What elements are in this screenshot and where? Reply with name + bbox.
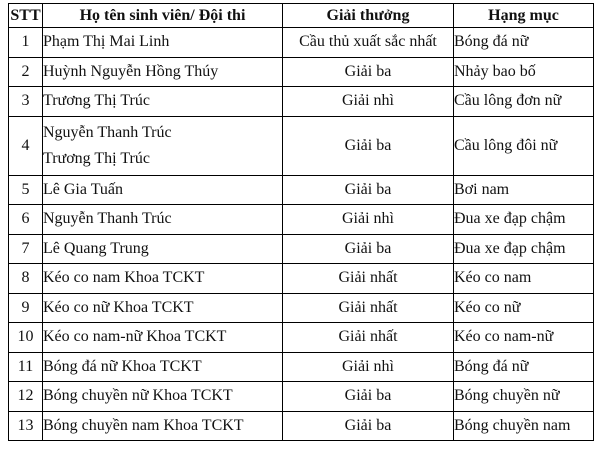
cell-category: Đua xe đạp chậm bbox=[454, 234, 594, 264]
name-line: Trương Thị Trúc bbox=[43, 92, 150, 110]
table-head bbox=[9, 4, 594, 28]
name-line: Nguyễn Thanh Trúc bbox=[43, 210, 172, 228]
cell-stt: 11 bbox=[9, 352, 43, 382]
cell-stt: 9 bbox=[9, 293, 43, 323]
cell-name bbox=[43, 352, 283, 382]
table-body bbox=[9, 28, 594, 441]
table-row bbox=[9, 28, 594, 58]
cell-stt: 6 bbox=[9, 205, 43, 235]
cell-prize: Giải nhất bbox=[283, 264, 454, 294]
table-row bbox=[9, 175, 594, 205]
table-row bbox=[9, 57, 594, 87]
cell-stt: 5 bbox=[9, 175, 43, 205]
cell-stt: 12 bbox=[9, 382, 43, 412]
name-line: Kéo co nam Khoa TCKT bbox=[43, 269, 205, 287]
cell-name bbox=[43, 323, 283, 353]
name-line: Lê Quang Trung bbox=[43, 239, 149, 257]
cell-stt: 4 bbox=[9, 116, 43, 175]
cell-stt: 3 bbox=[9, 87, 43, 117]
table-row bbox=[9, 87, 594, 117]
name-line: Bóng đá nữ Khoa TCKT bbox=[43, 357, 202, 375]
column-header-stt: STT bbox=[9, 4, 43, 28]
awards-table-container bbox=[8, 3, 594, 441]
cell-stt: 1 bbox=[9, 28, 43, 58]
cell-stt: 8 bbox=[9, 264, 43, 294]
table-row bbox=[9, 205, 594, 235]
cell-name bbox=[43, 57, 283, 87]
cell-stt: 7 bbox=[9, 234, 43, 264]
cell-stt: 2 bbox=[9, 57, 43, 87]
name-line: Lê Gia Tuấn bbox=[43, 180, 123, 198]
cell-name bbox=[43, 28, 283, 58]
cell-name bbox=[43, 87, 283, 117]
cell-prize: Giải nhì bbox=[283, 205, 454, 235]
name-line: Bóng chuyền nam Khoa TCKT bbox=[43, 416, 244, 434]
cell-category: Kéo co nữ bbox=[454, 293, 594, 323]
cell-name bbox=[43, 382, 283, 412]
cell-name bbox=[43, 264, 283, 294]
cell-prize: Giải ba bbox=[283, 175, 454, 205]
name-line: Nguyễn Thanh Trúc bbox=[43, 123, 172, 141]
name-line: Bóng chuyền nữ Khoa TCKT bbox=[43, 387, 233, 405]
awards-table bbox=[8, 3, 594, 441]
column-header-prize: Giải thưởng bbox=[283, 4, 454, 28]
cell-name bbox=[43, 293, 283, 323]
table-row bbox=[9, 352, 594, 382]
cell-category: Cầu lông đôi nữ bbox=[454, 116, 594, 175]
table-row bbox=[9, 234, 594, 264]
cell-category: Bơi nam bbox=[454, 175, 594, 205]
name-line: Huỳnh Nguyễn Hồng Thúy bbox=[43, 62, 219, 80]
cell-stt: 13 bbox=[9, 411, 43, 441]
cell-prize: Giải ba bbox=[283, 234, 454, 264]
cell-category: Bóng chuyền nữ bbox=[454, 382, 594, 412]
table-row bbox=[9, 293, 594, 323]
cell-category: Bóng đá nữ bbox=[454, 352, 594, 382]
cell-stt: 10 bbox=[9, 323, 43, 353]
cell-category: Bóng đá nữ bbox=[454, 28, 594, 58]
cell-name bbox=[43, 116, 283, 175]
name-line: Trương Thị Trúc bbox=[43, 149, 150, 167]
cell-prize: Giải nhất bbox=[283, 323, 454, 353]
cell-name bbox=[43, 175, 283, 205]
header-row bbox=[9, 4, 594, 28]
cell-prize: Giải ba bbox=[283, 116, 454, 175]
cell-name bbox=[43, 411, 283, 441]
cell-category: Đua xe đạp chậm bbox=[454, 205, 594, 235]
name-line: Kéo co nữ Khoa TCKT bbox=[43, 298, 194, 316]
cell-category: Kéo co nam bbox=[454, 264, 594, 294]
column-header-name: Họ tên sinh viên/ Đội thi bbox=[43, 4, 283, 28]
cell-category: Cầu lông đơn nữ bbox=[454, 87, 594, 117]
cell-category: Bóng chuyền nam bbox=[454, 411, 594, 441]
cell-prize: Giải nhì bbox=[283, 352, 454, 382]
table-row bbox=[9, 116, 594, 175]
cell-prize: Giải nhất bbox=[283, 293, 454, 323]
table-row bbox=[9, 411, 594, 441]
table-row bbox=[9, 264, 594, 294]
cell-name bbox=[43, 205, 283, 235]
cell-prize: Giải ba bbox=[283, 382, 454, 412]
cell-prize: Giải ba bbox=[283, 57, 454, 87]
name-line: Phạm Thị Mai Linh bbox=[43, 33, 170, 51]
cell-category: Nhảy bao bố bbox=[454, 57, 594, 87]
name-line: Kéo co nam-nữ Khoa TCKT bbox=[43, 328, 227, 346]
table-row bbox=[9, 382, 594, 412]
table-row bbox=[9, 323, 594, 353]
cell-name bbox=[43, 234, 283, 264]
cell-category: Kéo co nam-nữ bbox=[454, 323, 594, 353]
cell-prize: Cầu thủ xuất sắc nhất bbox=[283, 28, 454, 58]
column-header-category: Hạng mục bbox=[454, 4, 594, 28]
cell-prize: Giải nhì bbox=[283, 87, 454, 117]
cell-prize: Giải ba bbox=[283, 411, 454, 441]
